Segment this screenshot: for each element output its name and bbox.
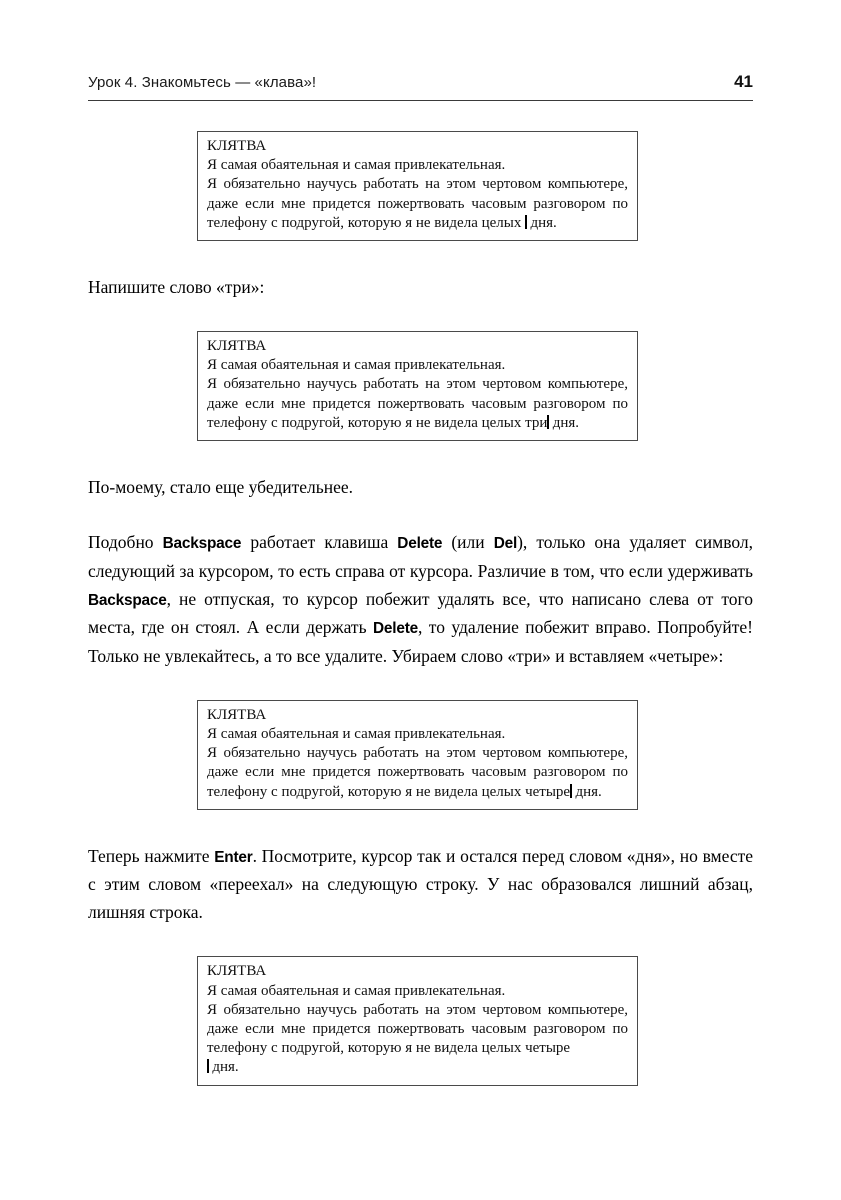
oath-box-1 <box>197 131 638 241</box>
text-segment: , то удаление побежит вправо. Попробуйте! Только не увлекайтесь, а то все удалите. Убираем слово «три» и вставляем «четыре»: <box>88 617 754 666</box>
oath-paragraph <box>207 175 628 233</box>
text-segment: ), только она удаляет символ, следующий за курсором, то есть справа от курсора. Различие в том, что если удерживать <box>88 531 754 581</box>
oath-title: КЛЯТВА <box>207 138 267 154</box>
text-after-cursor: дня. <box>571 783 602 800</box>
text-segment: , не отпуская, то курсор побежит удалять все, что написано слева от того места, где он стоял. А если держать <box>88 588 753 638</box>
text-after-cursor: дня. <box>548 414 580 431</box>
key-delete: Delete <box>397 534 443 552</box>
oath-paragraph <box>207 744 628 802</box>
oath-box-3 <box>197 700 638 810</box>
text-before-cursor: Я обязательно научусь работать на этом чертовом компьютере, даже если мне придется пожертвовать часовым разговором по телефону с подругой, которую я не видела целых <box>207 176 628 231</box>
text-segment: работает клавиша <box>241 531 398 552</box>
header-rule <box>88 100 753 101</box>
text-segment: . Посмотрите, курсор так и остался перед словом «дня», но вместе с этим словом «переехал» на следующую строку. У нас образовался лишний абзац, лишняя строка. <box>88 845 754 923</box>
oath-line: Я самая обаятельная и самая привлекательная. <box>207 982 506 999</box>
key-backspace: Backspace <box>162 534 242 552</box>
oath-box-2 <box>197 331 638 441</box>
key-backspace: Backspace <box>88 591 167 609</box>
oath-paragraph <box>207 375 628 433</box>
oath-title: КЛЯТВА <box>207 963 267 980</box>
oath-paragraph: Я обязательно научусь работать на этом чертовом компьютере, даже если мне придется пожертвовать часовым разговором по телефону с подругой, которую я не видела целых четыре <box>207 1001 628 1057</box>
key-del: Del <box>493 534 518 552</box>
text-after-cursor: дня. <box>526 214 557 231</box>
text-before-cursor: Я обязательно научусь работать на этом чертовом компьютере, даже если мне придется пожертвовать часовым разговором по телефону с подругой, которую я не видела целых три <box>207 376 628 431</box>
oath-new-line <box>207 1058 628 1077</box>
text-segment: Теперь нажмите <box>88 845 215 866</box>
key-delete: Delete <box>372 620 418 638</box>
paragraph-delete-explanation <box>88 528 753 670</box>
text-before-cursor: Я обязательно научусь работать на этом чертовом компьютере, даже если мне придется пожертвовать часовым разговором по телефону с подругой, которую я не видела целых четыре <box>207 745 628 800</box>
oath-box-4 <box>197 956 638 1085</box>
paragraph-write-three: Напишите слово «три»: <box>88 276 265 297</box>
text-after-cursor: дня. <box>208 1059 239 1076</box>
key-enter: Enter <box>214 848 253 866</box>
page-number: 41 <box>734 72 753 91</box>
oath-title: КЛЯТВА <box>207 706 267 723</box>
text-segment: Подобно <box>88 531 163 552</box>
page-header <box>88 72 753 92</box>
oath-title: КЛЯТВА <box>207 337 267 354</box>
text-segment: (или <box>442 531 494 552</box>
oath-line: Я самая обаятельная и самая привлекательная. <box>207 157 506 174</box>
paragraph-convincing: По-моему, стало еще убедительнее. <box>88 476 354 497</box>
oath-line: Я самая обаятельная и самая привлекательная. <box>207 357 506 374</box>
paragraph-enter-explanation <box>88 842 753 927</box>
running-head: Урок 4. Знакомьтесь — «клава»! <box>88 74 317 91</box>
oath-line: Я самая обаятельная и самая привлекательная. <box>207 725 506 742</box>
